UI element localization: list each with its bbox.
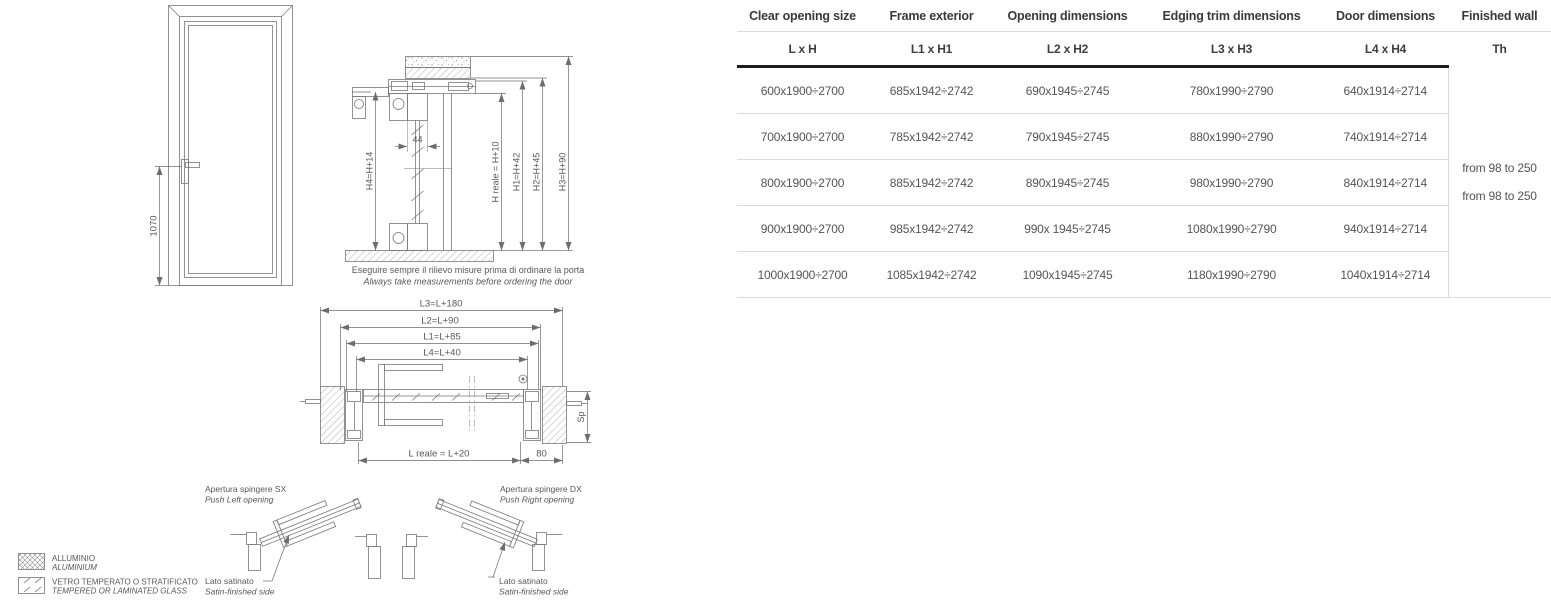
col-header-edging-trim: Edging trim dimensions xyxy=(1140,0,1323,32)
measure-note-it: Eseguire sempre il rilievo misure prima di ordinare la porta xyxy=(351,265,585,275)
dim-l3: L3=L+180 xyxy=(419,298,463,310)
dim-sp: Sp xyxy=(576,411,586,423)
table-cell: 990x 1945÷2745 xyxy=(995,206,1140,252)
dim-h4: H4=H+14 xyxy=(364,151,375,191)
dim-l1: L1=L+85 xyxy=(423,331,461,343)
finished-wall-cell xyxy=(1448,67,1551,298)
col-header-opening-dimensions: Opening dimensions xyxy=(995,0,1140,32)
opening-diagrams xyxy=(205,484,582,597)
door-elevation-drawing xyxy=(149,6,293,286)
subheader-l1xh1: L1 x H1 xyxy=(868,32,995,67)
table-cell: 980x1990÷2790 xyxy=(1140,160,1323,206)
table-cell: 740x1914÷2714 xyxy=(1323,114,1448,160)
table-cell: 1085x1942÷2742 xyxy=(868,252,995,298)
aluminium-swatch xyxy=(19,554,45,570)
finished-wall-value: from 98 to 250 xyxy=(1462,188,1537,203)
table-cell: 885x1942÷2742 xyxy=(868,160,995,206)
legend-aluminium-it: ALLUMINIO xyxy=(52,554,96,563)
table-cell: 685x1942÷2742 xyxy=(868,67,995,114)
table-cell: 880x1990÷2790 xyxy=(1140,114,1323,160)
table-row xyxy=(737,160,1551,206)
table-cell: 780x1990÷2790 xyxy=(1140,67,1323,114)
satin-side-right-it: Lato satinato xyxy=(499,576,548,586)
table-cell: 1180x1990÷2790 xyxy=(1140,252,1323,298)
vertical-section-drawing xyxy=(346,57,585,287)
table-row xyxy=(737,252,1551,298)
wall-lintel-hatch xyxy=(406,68,471,79)
wall-right-hatch xyxy=(543,387,567,444)
legend-aluminium-en: ALUMINIUM xyxy=(52,563,97,572)
push-right-label-it: Apertura spingere DX xyxy=(500,484,582,494)
col-header-finished-wall: Finished wall xyxy=(1448,0,1551,32)
legend-glass-en: TEMPERED OR LAMINATED GLASS xyxy=(52,586,187,596)
satin-side-right-en: Satin-finished side xyxy=(499,586,569,597)
table-row xyxy=(737,206,1551,252)
table-cell: 840x1914÷2714 xyxy=(1323,160,1448,206)
subheader-th: Th xyxy=(1492,42,1507,57)
dim-h1: H1=H+42 xyxy=(511,152,522,192)
table-cell: 890x1945÷2745 xyxy=(995,160,1140,206)
table-title-row xyxy=(737,0,1551,32)
leaf-thickness-dim: 44 xyxy=(412,134,423,145)
measure-note-en: Always take measurements before ordering the door xyxy=(363,276,573,287)
table-cell: 1040x1914÷2714 xyxy=(1323,252,1448,298)
subheader-l2xh2: L2 x H2 xyxy=(995,32,1140,67)
dim-h2: H2=H+45 xyxy=(531,152,542,192)
push-left-label-it: Apertura spingere SX xyxy=(205,484,287,494)
col-header-door-dimensions: Door dimensions xyxy=(1323,0,1448,32)
push-left-label-en: Push Left opening xyxy=(205,494,274,505)
dim-h-reale: H reale = H+10 xyxy=(490,141,501,203)
table-cell: 640x1914÷2714 xyxy=(1323,67,1448,114)
table-cell: 985x1942÷2742 xyxy=(868,206,995,252)
table-row xyxy=(737,114,1551,160)
floor-hatch xyxy=(346,251,494,262)
satin-side-left-it: Lato satinato xyxy=(205,576,254,586)
subheader-l3xh3: L3 x H3 xyxy=(1140,32,1323,67)
legend-glass-it: VETRO TEMPERATO O STRATIFICATO xyxy=(52,577,198,587)
table-cell: 800x1900÷2700 xyxy=(737,160,868,206)
push-right-label-en: Push Right opening xyxy=(500,494,575,505)
dim-80: 80 xyxy=(536,448,547,460)
wall-left-hatch xyxy=(321,387,345,444)
door-handle-plan xyxy=(379,365,443,426)
finished-wall-value: from 98 to 250 xyxy=(1462,160,1537,175)
dim-h3: H3=H+90 xyxy=(557,152,568,192)
col-header-clear-opening: Clear opening size xyxy=(737,0,868,32)
wall-lintel-concrete xyxy=(406,57,471,68)
table-cell: 785x1942÷2742 xyxy=(868,114,995,160)
table-cell: 600x1900÷2700 xyxy=(737,67,868,114)
table-cell: 900x1900÷2700 xyxy=(737,206,868,252)
subheader-lxh: L x H xyxy=(737,32,868,67)
table-cell: 1000x1900÷2700 xyxy=(737,252,868,298)
col-header-frame-exterior: Frame exterior xyxy=(868,0,995,32)
table-cell: 700x1900÷2700 xyxy=(737,114,868,160)
handle-height-dim: 1070 xyxy=(148,215,160,237)
table-cell: 940x1914÷2714 xyxy=(1323,206,1448,252)
satin-side-left-en: Satin-finished side xyxy=(205,586,275,597)
table-subheader-row xyxy=(737,32,1551,67)
dimensions-table xyxy=(737,0,1551,298)
table-cell: 790x1945÷2745 xyxy=(995,114,1140,160)
table-row xyxy=(737,67,1551,114)
technical-drawings xyxy=(0,0,737,601)
subheader-l4xh4: L4 x H4 xyxy=(1323,32,1448,67)
glass-swatch xyxy=(19,578,45,594)
table-cell: 1090x1945÷2745 xyxy=(995,252,1140,298)
table-cell: 690x1945÷2745 xyxy=(995,67,1140,114)
dim-l4: L4=L+40 xyxy=(423,347,461,359)
dim-l2: L2=L+90 xyxy=(421,315,459,327)
plan-section-drawing xyxy=(300,299,591,465)
dim-l-reale: L reale = L+20 xyxy=(408,448,470,460)
materials-legend xyxy=(19,554,198,596)
table-cell: 1080x1990÷2790 xyxy=(1140,206,1323,252)
